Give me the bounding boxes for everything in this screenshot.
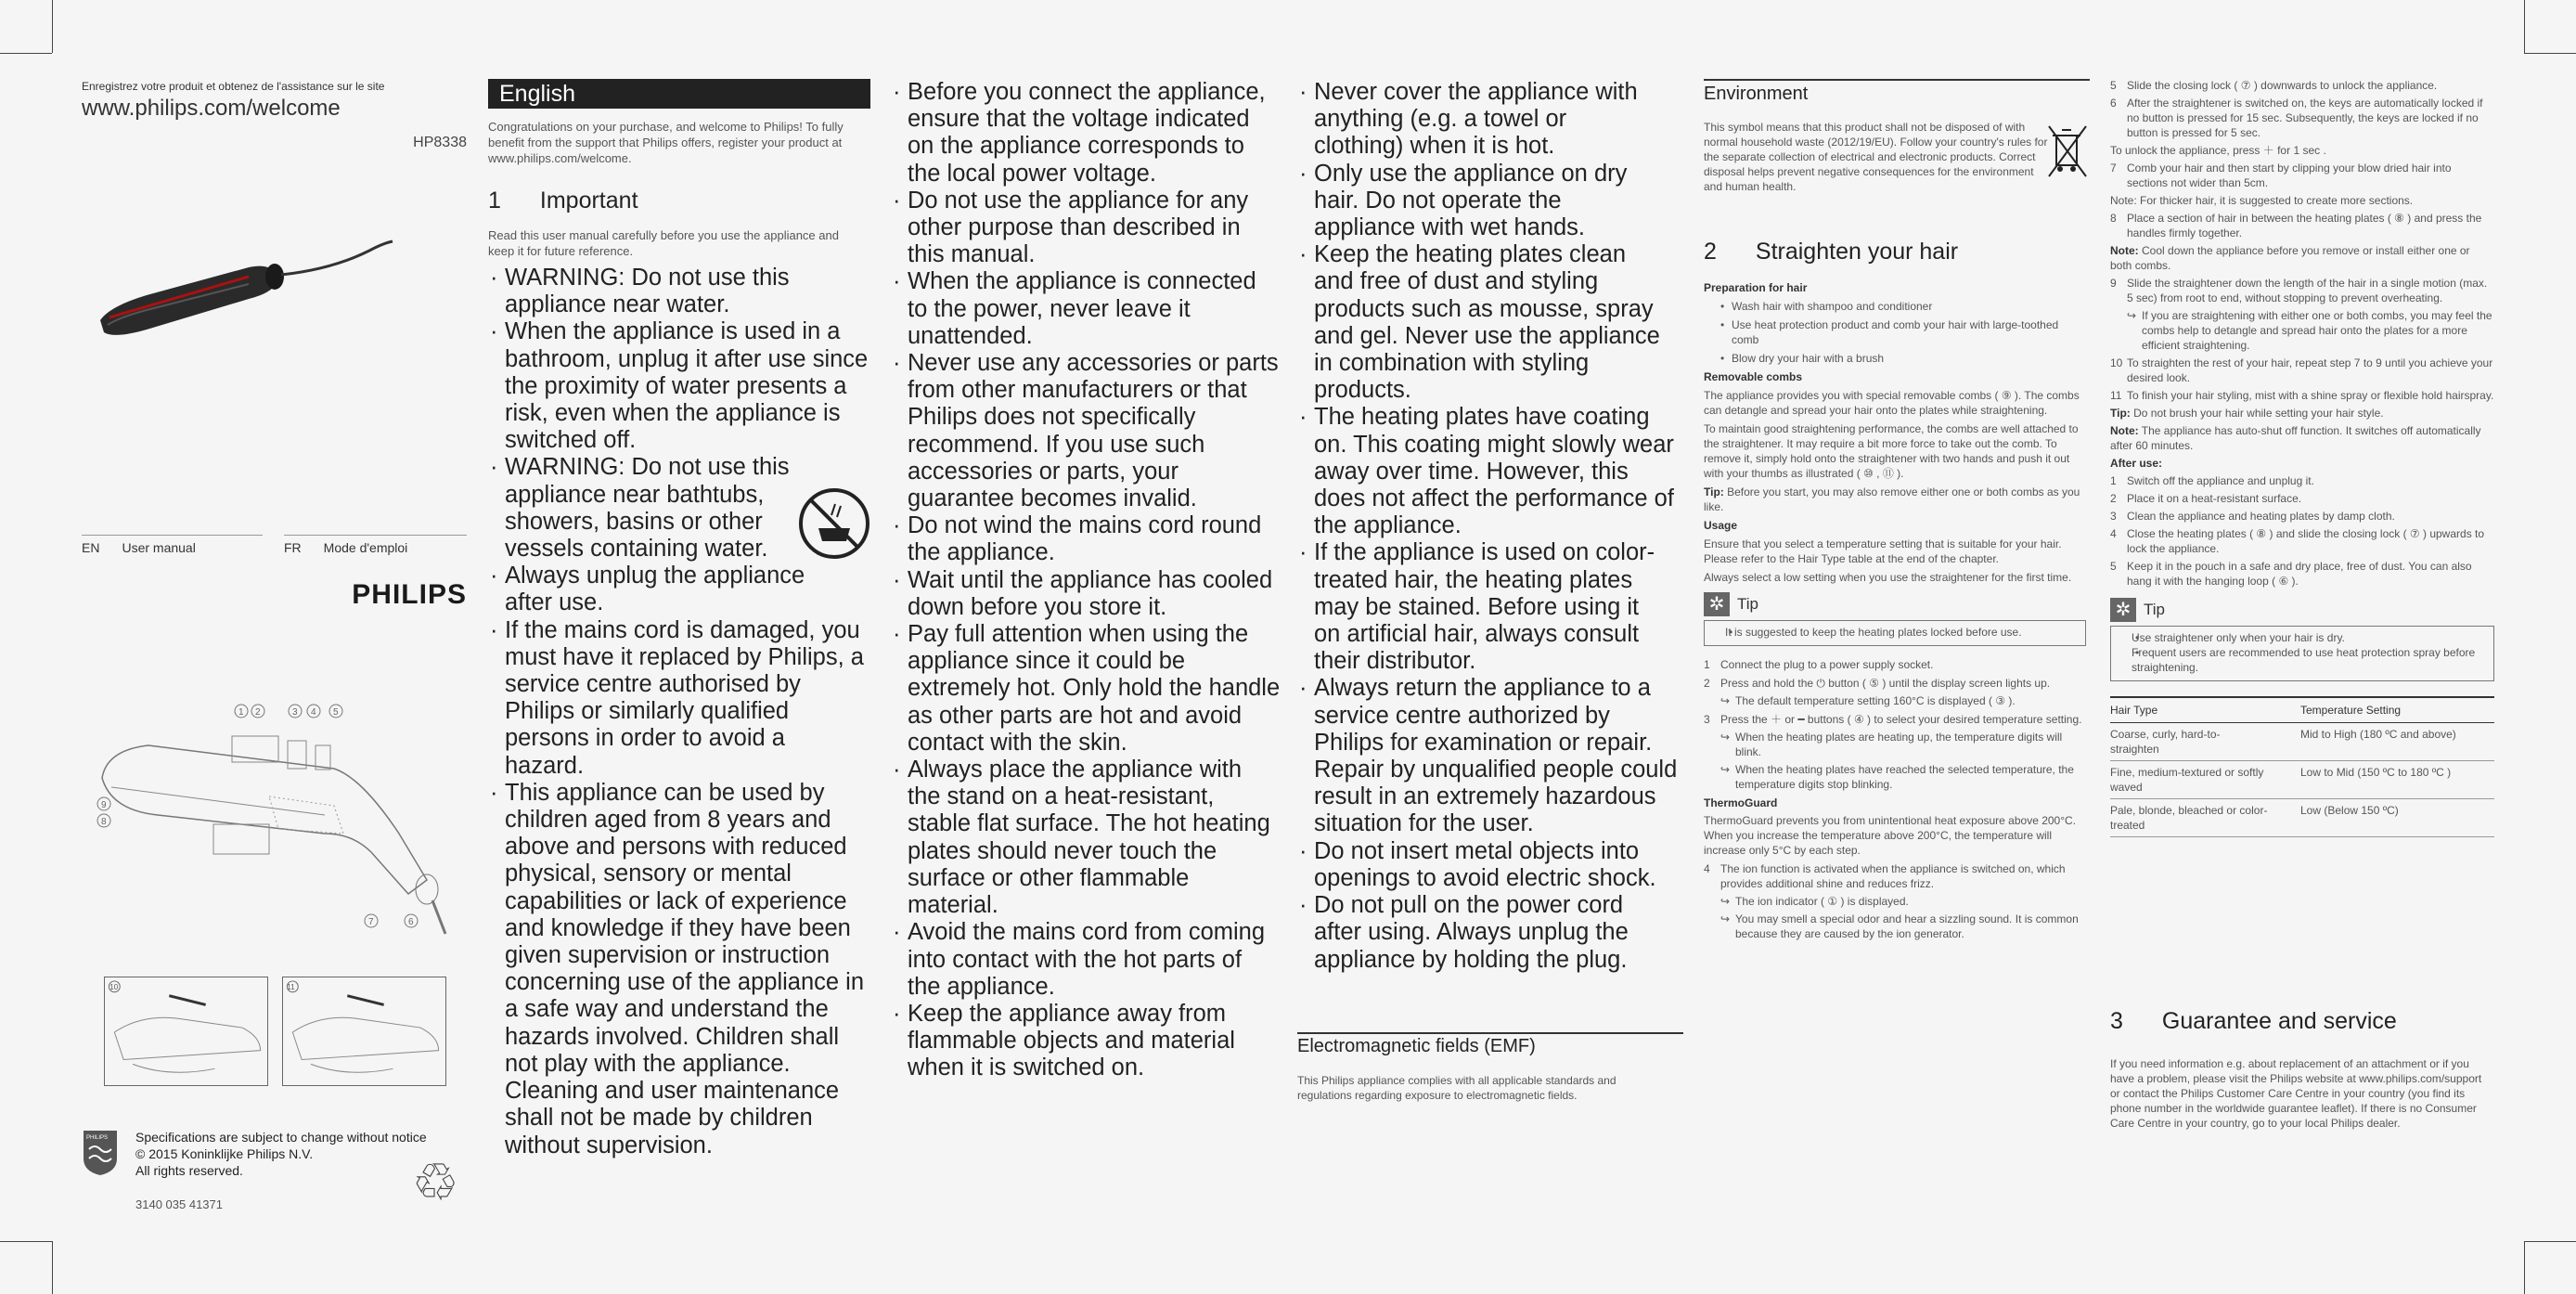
step: 2 Press and hold the ⏻ button ( ⑤ ) until the display screen lights up. <box>1704 677 2051 690</box>
crop-mark <box>52 1241 53 1294</box>
tip-box <box>1704 592 2086 646</box>
tip-box <box>2110 598 2494 681</box>
step-result: ↪ If you are straightening with either one or both combs, you may feel the combs help to detangle and spread hair onto the plates for a more efficient straightening. <box>2110 308 2494 353</box>
safety-list-3 <box>1297 79 1683 974</box>
usage-p2: Always select a low setting when you use the straightener for the first time. <box>1704 571 2072 584</box>
list-item: · The heating plates have coating on. This coating might slowly wear away over time. However, this does not affect the performance of the appliance. <box>1297 404 1683 539</box>
intro-text: Congratulations on your purchase, and welcome to Philips! To fully benefit from the support that Philips offers, register your product at www.philips.com/welcome. <box>488 120 844 165</box>
safety-list-2 <box>891 79 1281 1082</box>
callout: 11 <box>287 982 295 991</box>
tip-line: Tip: Do not brush your hair while setting your hair style. <box>2110 407 2384 420</box>
note: Note: Cool down the appliance before you remove or install either one or both combs. <box>2110 244 2470 272</box>
step: 10 To straighten the rest of your hair, repeat step 7 to 9 until you achieve your desired look. <box>2110 356 2493 384</box>
combs-p2: To maintain good straightening performance, the combs are well attached to the straightener. It may require a bit more force to take out the comb. To remove it, simply hold onto the straightener with two hands and push it out with your thumbs as illustrated ( ⑩ , ⑪ ). <box>1704 422 2079 480</box>
step: 4 Close the heating plates ( ⑧ ) and slide the closing lock ( ⑦ ) upwards to lock the appliance. <box>2110 527 2485 555</box>
list-item: · WARNING: Do not use this appliance near bathtubs, showers, basins or other vessels containing water. <box>488 454 794 563</box>
hair-type-table <box>2110 696 2494 837</box>
list-item: · Before you connect the appliance, ensure that the voltage indicated on the appliance corresponds to the local power voltage. <box>891 79 1281 188</box>
straighten-section <box>1704 280 2086 941</box>
list-item: • Use straightener only when your hair is dry. <box>2119 630 2486 645</box>
safety-list <box>488 265 870 1159</box>
environment-text: This symbol means that this product shall not be disposed of with normal household waste (2012/19/EU). Follow your country's rules for the separate collection of electrical and electronic products. Correct disposal helps prevent negative consequences for the environment and human health. <box>1704 121 2048 193</box>
step: 1 Connect the plug to a power supply socket. <box>1704 658 1934 671</box>
callout: 6 <box>408 917 414 927</box>
step-result: ↪ When the heating plates have reached the selected temperature, the temperature digits stop blinking. <box>1704 762 2086 792</box>
list-item: · Avoid the mains cord from coming into contact with the hot parts of the appliance. <box>891 919 1281 1001</box>
combs-p1: The appliance provides you with special removable combs ( ⑨ ). The combs can detangle and spread your hair onto the plates while straightening. <box>1704 389 2080 417</box>
lang-fr: FR Mode d'emploi <box>284 540 408 555</box>
table-header: Temperature Setting <box>2300 704 2402 717</box>
list-item: · If the mains cord is damaged, you must have it replaced by Philips, a service centre authorised by Philips or similarly qualified persons in order to avoid a hazard. <box>488 617 870 780</box>
list-item: · Keep the heating plates clean and free of dust and styling products such as mousse, spray and gel. Never use the appliance in combination with styling products. <box>1297 241 1664 404</box>
environment-title: Environment <box>1704 84 1809 104</box>
list-item: · Do not use the appliance for any other purpose than described in this manual. <box>891 188 1281 269</box>
philips-logo: PHILIPS <box>352 579 467 610</box>
crop-mark <box>2524 53 2576 54</box>
emf-title: Electromagnetic fields (EMF) <box>1297 1036 1536 1056</box>
step: 8 Place a section of hair in between the heating plates ( ⑧ ) and press the handles firmly together. <box>2110 212 2482 239</box>
lang-en: EN User manual <box>82 540 196 555</box>
note: Note: The appliance has auto-shut off function. It switches off automatically after 60 minutes. <box>2110 424 2481 452</box>
callout: 8 <box>101 817 107 827</box>
callout: 2 <box>255 707 261 718</box>
tip-header: ✲ Tip <box>2110 598 2494 622</box>
callout: 7 <box>368 917 374 927</box>
step: 9 Slide the straightener down the length of the hair in a single motion (max. 5 sec) from root to end, without stopping to prevent overheating. <box>2110 277 2488 304</box>
no-water-warning-icon <box>798 487 870 560</box>
callout: 3 <box>292 707 298 718</box>
callout: 4 <box>311 707 316 718</box>
tip-content <box>2110 626 2494 681</box>
callout: 5 <box>333 707 339 718</box>
step: 7 Comb your hair and then start by clipping your blow dried hair into sections not wider than 5cm. <box>2110 162 2452 189</box>
read-manual-text: Read this user manual carefully before you use the appliance and keep it for future reference. <box>488 228 839 258</box>
specifications-note: Specifications are subject to change without notice © 2015 Koninklijke Philips N.V. All rights reserved. <box>135 1130 427 1178</box>
usage-p1: Ensure that you select a temperature setting that is suitable for your hair. Please refer to the Hair Type table at the end of the chapter. <box>1704 537 2062 565</box>
table-header: Hair Type <box>2110 704 2158 717</box>
table-row: Fine, medium-textured or softly waved Low to Mid (150 ºC to 180 ºC ) <box>2110 761 2494 799</box>
step: 1 Switch off the appliance and unplug it. <box>2110 474 2314 487</box>
list-item: · Do not wind the mains cord round the appliance. <box>891 512 1281 566</box>
crop-mark <box>52 0 53 53</box>
table-row: Pale, blonde, bleached or color-treated Low (Below 150 ºC) <box>2110 799 2494 837</box>
list-item: • It is suggested to keep the heating plates locked before use. <box>1712 625 2078 640</box>
tip-content <box>1704 620 2086 646</box>
combs-tip: Tip: Before you start, you may also remove either one or both combs as you like. <box>1704 485 2080 513</box>
after-use-title: After use: <box>2110 457 2163 470</box>
section-guarantee-title: 3 Guarantee and service <box>2110 1008 2397 1034</box>
list-item: • Frequent users are recommended to use heat protection spray before straightening. <box>2119 645 2486 675</box>
unlock-text: To unlock the appliance, press ＋ for 1 sec . <box>2110 144 2326 157</box>
list-item: · If the appliance is used on color-treated hair, the heating plates may be stained. Before using it on artificial hair, always consult their distributor. <box>1297 539 1668 675</box>
list-item: • Use heat protection product and comb your hair with large-toothed comb <box>1704 317 2086 347</box>
step: 6 After the straightener is switched on, the keys are automatically locked if no button is pressed for 15 sec. Subsequently, the keys are locked if no button is pressed for 5 sec. <box>2110 97 2483 139</box>
step-result: ↪ You may smell a special odor and hear a sizzling sound. It is common because they are caused by the ion generator. <box>1704 912 2086 941</box>
tip-icon: ✲ <box>1704 592 1730 616</box>
list-item: · Never use any accessories or parts from other manufacturers or that Philips does not specifically recommend. If you use such accessories or parts, your guarantee becomes invalid. <box>891 350 1281 512</box>
step: 3 Press the ＋ or ━ buttons ( ④ ) to select your desired temperature setting. <box>1704 713 2082 726</box>
thermoguard-text: ThermoGuard prevents you from unintentional heat exposure above 200°C. When you increase the temperature above 200°C, the temperature will increase only 5°C by each step. <box>1704 814 2077 857</box>
crop-mark <box>0 53 52 54</box>
philips-shield-icon <box>82 1129 119 1177</box>
list-item: · WARNING: Do not use this appliance near water. <box>488 265 822 318</box>
recycle-icon: ♲ <box>412 1153 459 1211</box>
list-item: · Wait until the appliance has cooled down before you store it. <box>891 567 1281 621</box>
welcome-url[interactable]: www.philips.com/welcome <box>82 96 341 121</box>
callout: 1 <box>238 707 244 718</box>
hair-straightener-image <box>91 232 397 362</box>
list-item: • Wash hair with shampoo and conditioner <box>1704 299 2086 314</box>
table-row: Coarse, curly, hard-to-straighten Mid to High (180 ºC and above) <box>2110 723 2494 761</box>
comb-removal-illustration-10 <box>104 977 268 1086</box>
document-number: 3140 035 41371 <box>135 1197 223 1211</box>
list-item: · This appliance can be used by children aged from 8 years and above and persons with reduced physical, sensory or mental capabilities or lack of experience and knowledge if they have been given supervision or instruction concerning use of the appliance in a safe way and understand the hazards involved. Children shall not play with the appliance. Cleaning and user maintenance shall not be made by children without supervision. <box>488 780 870 1159</box>
usage-continued <box>2110 78 2494 837</box>
list-item: · Do not pull on the power cord after using. Always unplug the appliance by holding the plug. <box>1297 892 1664 974</box>
language-header: English <box>488 79 870 109</box>
step: 5 Keep it in the pouch in a safe and dry place, free of dust. You can also hang it with the hanging loop ( ⑥ ). <box>2110 560 2472 588</box>
callout: 9 <box>101 800 107 810</box>
thermoguard-title: ThermoGuard <box>1704 796 1778 809</box>
product-diagram <box>93 694 464 936</box>
shield-brand: PHILIPS <box>86 1135 109 1141</box>
tip-header: ✲ Tip <box>1704 592 2086 616</box>
comb-removal-illustration-11 <box>282 977 446 1086</box>
section-important-title: 1 Important <box>488 188 638 214</box>
usage-title: Usage <box>1704 519 1738 532</box>
list-item: · Always place the appliance with the stand on a heat-resistant, stable flat surface. The hot heating plates should never touch the surface or other flammable material. <box>891 757 1281 919</box>
step-result: ↪ When the heating plates are heating up, the temperature digits will blink. <box>1704 730 2086 759</box>
list-item: • Blow dry your hair with a brush <box>1704 351 2086 366</box>
list-item: · Always return the appliance to a service centre authorized by Philips for examination or repair. Repair by unqualified people could result in an extremely hazardous situation for the user. <box>1297 675 1683 837</box>
step: 2 Place it on a heat-resistant surface. <box>2110 492 2302 505</box>
list-item: · Only use the appliance on dry hair. Do not operate the appliance with wet hands. <box>1297 161 1655 242</box>
list-item: · Keep the appliance away from flammable objects and material when it is switched on. <box>891 1001 1281 1082</box>
list-item: · When the appliance is connected to the power, never leave it unattended. <box>891 268 1281 350</box>
step: 5 Slide the closing lock ( ⑦ ) downwards to unlock the appliance. <box>2110 79 2438 92</box>
crop-mark <box>2524 1241 2576 1242</box>
emf-text: This Philips appliance complies with all applicable standards and regulations regarding exposure to electromagnetic fields. <box>1297 1074 1616 1102</box>
list-item: · Pay full attention when using the appliance since it could be extremely hot. Only hold the handle as other parts are hot and avoid contact with the skin. <box>891 621 1281 757</box>
list-item: · Never cover the appliance with anything (e.g. a towel or clothing) when it is hot. <box>1297 79 1655 161</box>
combs-title: Removable combs <box>1704 370 1803 383</box>
list-item: · When the appliance is used in a bathroom, unplug it after use since the proximity of water presents a risk, even when the appliance is switched off. <box>488 318 870 454</box>
step: 4 The ion function is activated when the appliance is switched on, which provides additional shine and reduces frizz. <box>1704 862 2066 890</box>
crop-mark <box>2524 1241 2525 1294</box>
prep-title: Preparation for hair <box>1704 281 1808 294</box>
step: 3 Clean the appliance and heating plates by damp cloth. <box>2110 510 2395 523</box>
guarantee-text: If you need information e.g. about replacement of an attachment or if you have a problem, please visit the Philips website at www.philips.com/support or contact the Philips Customer Care Centre in your country (you find its phone number in the worldwide guarantee leaflet). If there is no Consumer Care Centre in your country, go to your local Philips dealer. <box>2110 1057 2482 1130</box>
weee-bin-icon <box>2047 123 2088 184</box>
tip-icon: ✲ <box>2110 598 2136 622</box>
note: Note: For thicker hair, it is suggested to create more sections. <box>2110 194 2414 207</box>
model-number: HP8338 <box>413 135 467 150</box>
crop-mark <box>2524 0 2525 53</box>
register-text: Enregistrez votre produit et obtenez de l'assistance sur le site <box>82 80 385 93</box>
step-result: ↪ The default temperature setting 160°C is displayed ( ③ ). <box>1704 693 2086 708</box>
step-result: ↪ The ion indicator ( ① ) is displayed. <box>1704 894 2086 909</box>
crop-mark <box>0 1241 52 1242</box>
section-straighten-title: 2 Straighten your hair <box>1704 239 1959 265</box>
callout: 10 <box>109 982 119 991</box>
list-item: · Always unplug the appliance after use. <box>488 563 850 616</box>
step: 11 To finish your hair styling, mist with a shine spray or flexible hold hairspray. <box>2110 389 2494 402</box>
list-item: · Do not insert metal objects into openings to avoid electric shock. <box>1297 838 1664 892</box>
